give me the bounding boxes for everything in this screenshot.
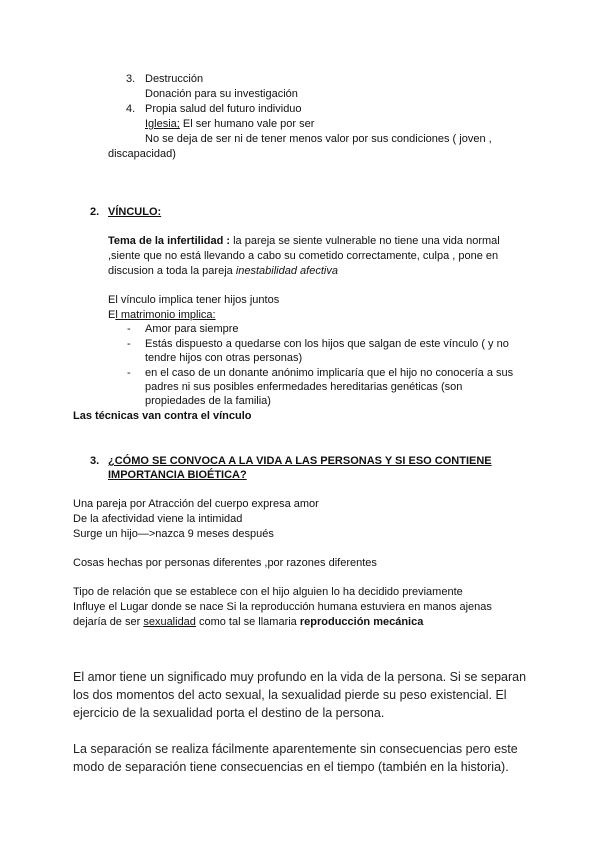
infertility-text: discusion a toda la pareja (108, 265, 236, 277)
paragraph-line: modo de separación tiene consecuencias en el tiempo (también en la historia). (73, 760, 509, 774)
list-item-subtext (145, 117, 314, 131)
text-line: Tipo de relación que se establece con el hijo alguien lo ha decidido previamente (73, 586, 463, 598)
text-line: De la afectividad viene la intimidad (73, 513, 243, 525)
section-heading: IMPORTANCIA BIOÉTICA? (108, 469, 247, 481)
bullet-dash: - (127, 338, 131, 350)
text-line: Cosas hechas por personas diferentes ,por razones diferentes (73, 557, 377, 569)
infertility-text: la pareja se siente vulnerable no tiene una vida normal (230, 235, 500, 247)
infertility-label: Tema de la infertilidad : (108, 235, 231, 247)
bullet-text: propiedades de la familia) (145, 395, 271, 407)
section-number: 3. (90, 455, 100, 467)
reproduccion-mecanica-bold: reproducción mecánica (299, 616, 424, 628)
text-line: Influye el Lugar donde se nace Si la reproducción humana estuviera en manos ajenas (73, 601, 492, 613)
bullet-dash: - (127, 367, 131, 379)
bullet-text: en el caso de un donante anónimo implicaría que el hijo no conocería a sus (145, 367, 514, 379)
section-heading: ¿CÓMO SE CONVOCA A LA VIDA A LAS PERSONAS Y SI ESO CONTIENE (108, 455, 492, 467)
infertility-line (108, 264, 338, 278)
text-fragment: dejaría de ser (73, 616, 144, 628)
section-heading: VÍNCULO: (108, 206, 162, 218)
paragraph-line: El amor tiene un significado muy profundo en la vida de la persona. Si se separan (73, 670, 527, 684)
section-number: 2. (90, 206, 100, 218)
infertility-paragraph (108, 234, 500, 248)
list-item-subtext: Donación para su investigación (145, 88, 298, 100)
paragraph-line: ejercicio de la sexualidad porta el destino de la persona. (73, 706, 385, 720)
sexualidad-underlined: sexualidad (143, 616, 196, 628)
list-item-title: Propia salud del futuro individuo (145, 103, 302, 115)
bullet-text: tendre hijos con otras personas) (145, 352, 303, 364)
conclusion-line: Las técnicas van contra el vínculo (73, 410, 252, 422)
bullet-text: padres ni sus posibles enfermedades hereditarias genéticas (son (145, 381, 463, 393)
iglesia-label: Iglesia; (145, 118, 180, 130)
paragraph-line: La separación se realiza fácilmente aparentemente sin consecuencias pero este (73, 742, 518, 756)
inestabilidad-italic: inestabilidad afectiva (235, 265, 338, 277)
matrimonio-label: l matrimonio implica: (115, 309, 216, 321)
list-item-subtext: No se deja de ser ni de tener menos valor por sus condiciones ( joven , (145, 133, 492, 145)
list-item-title: Destrucción (145, 73, 204, 85)
bullet-dash: - (127, 323, 131, 335)
text-fragment: como tal se llamaria (195, 616, 300, 628)
text-line (73, 615, 423, 629)
paragraph-line: los dos momentos del acto sexual, la sexualidad pierde su peso existencial. El (73, 688, 507, 702)
matrimonio-prefix: E (108, 309, 116, 321)
infertility-line: ,siente que no está llevando a cabo su cometido correctamente, culpa , pone en (108, 250, 499, 262)
iglesia-text: El ser humano vale por ser (179, 118, 315, 130)
text-line: Surge un hijo—>nazca 9 meses después (73, 528, 274, 540)
vinculo-line: El vínculo implica tener hijos juntos (108, 294, 280, 306)
list-item-number: 4. (126, 103, 136, 115)
text-line: Una pareja por Atracción del cuerpo expresa amor (73, 498, 319, 510)
list-item-number: 3. (126, 73, 136, 85)
list-item-subtext: discapacidad) (108, 148, 176, 160)
bullet-text: Amor para siempre (145, 323, 239, 335)
bullet-text: Estás dispuesto a quedarse con los hijos que salgan de este vínculo ( y no (145, 338, 509, 350)
matrimonio-line (108, 308, 216, 322)
